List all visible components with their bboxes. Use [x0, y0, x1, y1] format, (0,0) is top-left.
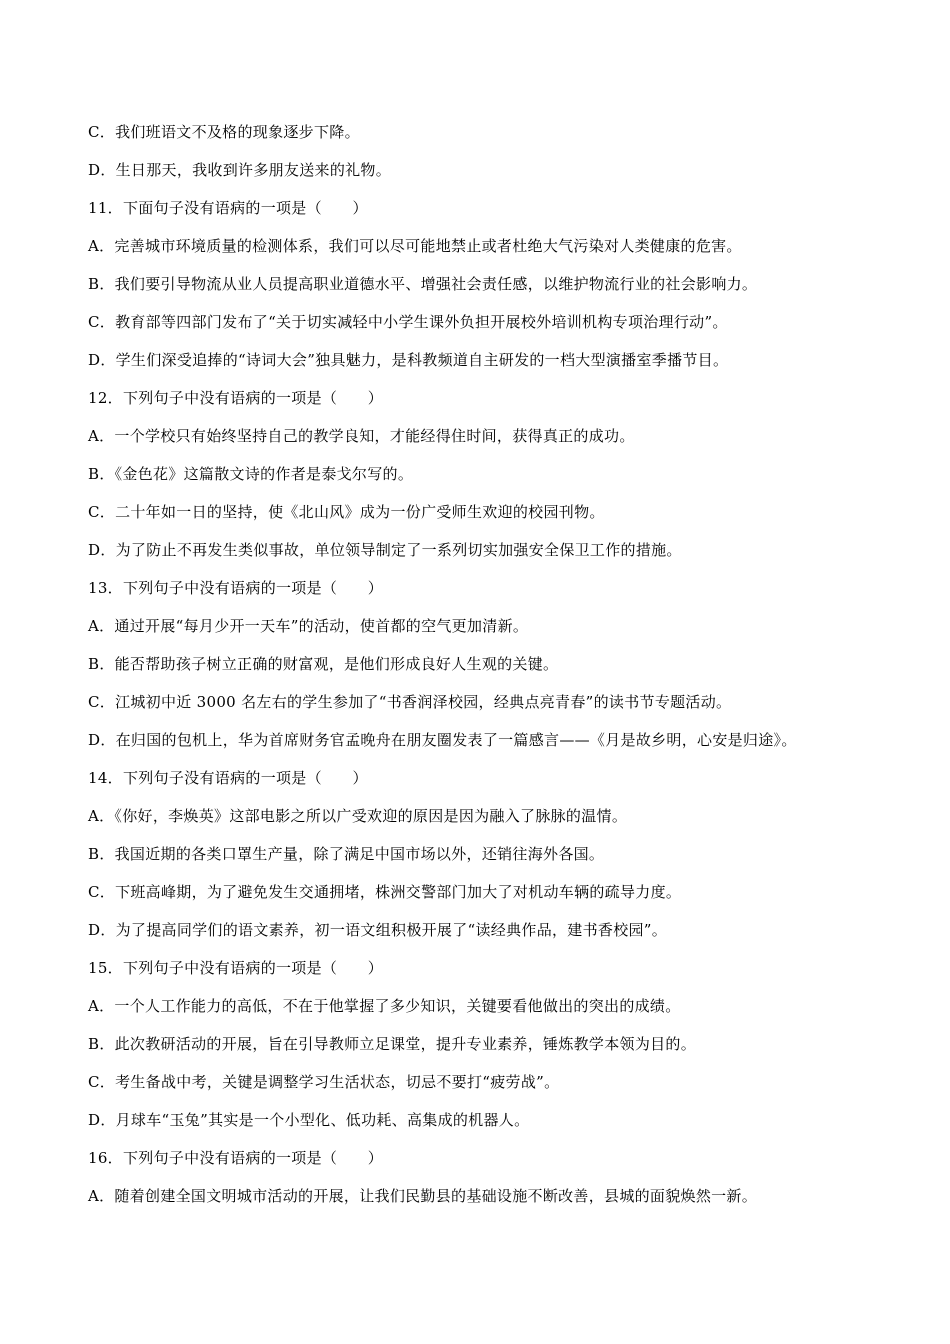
option-line: B．《金色花》这篇散文诗的作者是泰戈尔写的。 [88, 465, 414, 483]
option-line: C．考生备战中考，关键是调整学习生活状态，切忌不要打“疲劳战”。 [88, 1073, 560, 1091]
option-line: D．为了提高同学们的语文素养，初一语文组积极开展了“读经典作品，建书香校园”。 [88, 921, 668, 939]
option-line: A．一个学校只有始终坚持自己的教学良知，才能经得住时间，获得真正的成功。 [88, 427, 635, 445]
option-line: B．此次教研活动的开展，旨在引导教师立足课堂，提升专业素养，锤炼教学本领为目的。 [88, 1035, 697, 1053]
option-line: D．月球车“玉兔”其实是一个小型化、低功耗、高集成的机器人。 [88, 1111, 530, 1129]
option-line: A．随着创建全国文明城市活动的开展，让我们民勤县的基础设施不断改善，县城的面貌焕然一新。 [88, 1187, 758, 1205]
option-line: A．完善城市环境质量的检测体系，我们可以尽可能地禁止或者杜绝大气污染对人类健康的危害。 [88, 237, 742, 255]
option-line: C．二十年如一日的坚持，使《北山风》成为一份广受师生欢迎的校园刊物。 [88, 503, 605, 521]
option-line: C．教育部等四部门发布了“关于切实减轻中小学生课外负担开展校外培训机构专项治理行动”。 [88, 313, 728, 331]
question-heading: 16．下列句子中没有语病的一项是（ ） [88, 1149, 384, 1167]
option-line: C．我们班语文不及格的现象逐步下降。 [88, 123, 360, 141]
question-heading: 15．下列句子中没有语病的一项是（ ） [88, 959, 384, 977]
option-line: D．生日那天，我收到许多朋友送来的礼物。 [88, 161, 392, 179]
option-line: A．一个人工作能力的高低，不在于他掌握了多少知识，关键要看他做出的突出的成绩。 [88, 997, 681, 1015]
question-heading: 11．下面句子没有语病的一项是（ ） [88, 199, 368, 217]
option-line: B．能否帮助孩子树立正确的财富观，是他们形成良好人生观的关键。 [88, 655, 559, 673]
option-line: B．我国近期的各类口罩生产量，除了满足中国市场以外，还销往海外各国。 [88, 845, 605, 863]
option-line: C．江城初中近 3000 名左右的学生参加了“书香润泽校园，经典点亮青春”的读书节专题活动。 [88, 693, 732, 711]
question-heading: 12．下列句子中没有语病的一项是（ ） [88, 389, 384, 407]
option-line: D．学生们深受追捧的“诗词大会”独具魅力，是科教频道自主研发的一档大型演播室季播节目。 [88, 351, 729, 369]
question-heading: 14．下列句子没有语病的一项是（ ） [88, 769, 368, 787]
option-line: D．为了防止不再发生类似事故，单位领导制定了一系列切实加强安全保卫工作的措施。 [88, 541, 682, 559]
question-heading: 13．下列句子中没有语病的一项是（ ） [88, 579, 384, 597]
option-line: D．在归国的包机上，华为首席财务官孟晚舟在朋友圈发表了一篇感言——《月是故乡明，心安是归途》。 [88, 731, 797, 749]
option-line: C．下班高峰期，为了避免发生交通拥堵，株洲交警部门加大了对机动车辆的疏导力度。 [88, 883, 682, 901]
option-line: A．通过开展“每月少开一天车”的活动，使首都的空气更加清新。 [88, 617, 529, 635]
option-line: A．《你好，李焕英》这部电影之所以广受欢迎的原因是因为融入了脉脉的温情。 [88, 807, 628, 825]
option-line: B．我们要引导物流从业人员提高职业道德水平、增强社会责任感，以维护物流行业的社会影响力。 [88, 275, 758, 293]
